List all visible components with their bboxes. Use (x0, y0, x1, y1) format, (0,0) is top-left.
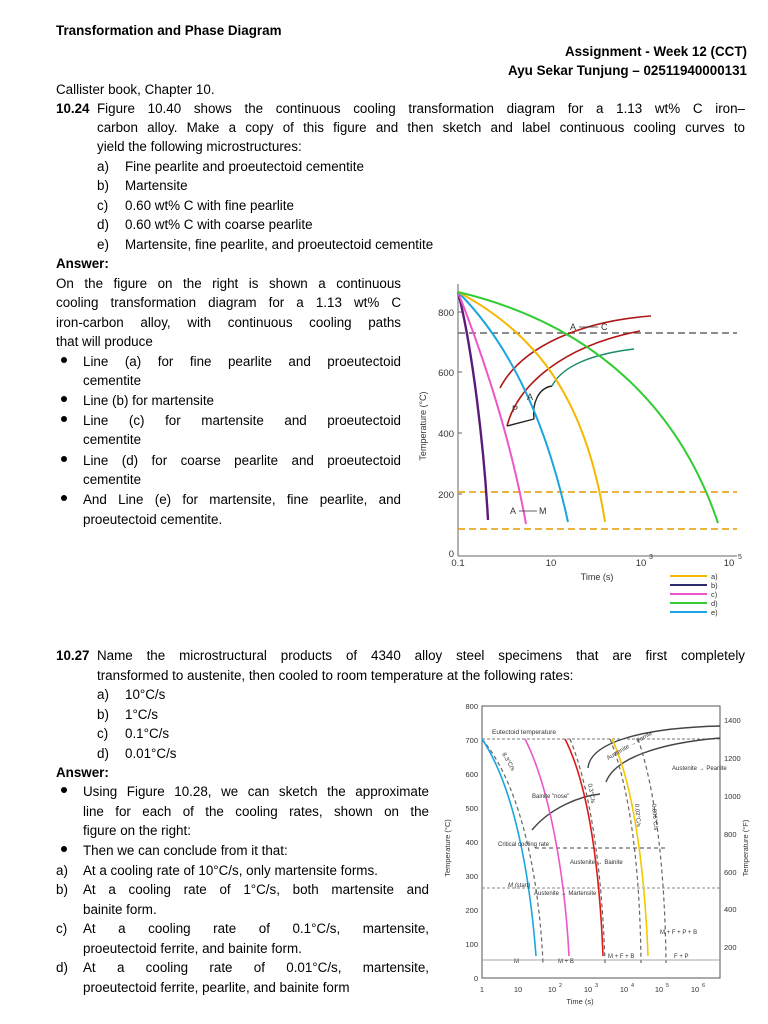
answer-bullet-line: Line (a) for fine pearlite and proeutectoid (83, 354, 401, 369)
question-1024-stem-line: yield the following microstructures: (97, 139, 302, 154)
conclusion-line: bainite form. (83, 902, 157, 917)
question-number-1024: 10.24 (56, 101, 90, 116)
region-label: M + F + P + B (660, 930, 698, 936)
option-text: 0.60 wt% C with coarse pearlite (125, 217, 313, 232)
option-text: Martensite (125, 178, 188, 193)
y-tick-label: 500 (465, 804, 478, 813)
y-tick-label: 400 (438, 429, 454, 440)
answer-bullet-line: Line (c) for martensite and proeutectoid (83, 413, 401, 428)
conclusion-letter: a) (56, 863, 68, 878)
y-tick-label: 600 (438, 368, 454, 379)
label-a-c-target: C (601, 322, 608, 332)
option-text: 0.60 wt% C with fine pearlite (125, 198, 294, 213)
region-label: M + B (558, 959, 574, 965)
x-tick-label: 10 (690, 985, 700, 994)
legend-label: c) (711, 590, 718, 599)
x-tick-exponent: 5 (738, 554, 742, 561)
x-tick-label: 10 (619, 985, 629, 994)
y-tick-label: 200 (438, 490, 454, 501)
region-label: M + F + B (608, 954, 635, 960)
answer-intro-line: iron-carbon alloy, with continuous cooling paths (56, 315, 401, 330)
option-text: Fine pearlite and proeutectoid cementite (125, 159, 364, 174)
answer-bullet-line: proeutectoid cementite. (83, 512, 223, 527)
answer-bullet-line: figure on the right: (83, 823, 191, 838)
x-tick-exponent: 3 (595, 983, 599, 989)
bullet-icon (61, 495, 67, 501)
x-tick-label: 10 (545, 558, 557, 569)
y-axis-label: Temperature (°C) (418, 391, 428, 461)
legend-label: b) (711, 581, 718, 590)
question-1024-stem-line: carbon alloy. Make a copy of this figure and then sketch and label continuous cooling curves to (97, 120, 745, 135)
bainite-nose-label: Bainite "nose" (532, 794, 570, 800)
option-letter: b) (97, 178, 109, 193)
y-right-tick-label: 1000 (724, 792, 741, 801)
label-austenite: A (527, 392, 534, 402)
x-tick-label: 0.1 (451, 558, 465, 569)
label-a-m: A (510, 506, 517, 516)
option-text: 10°C/s (125, 687, 166, 702)
answer-intro-line: cooling transformation diagram for a 1.13 wt% C (56, 295, 401, 310)
y-tick-label: 600 (465, 770, 478, 779)
option-letter: a) (97, 687, 109, 702)
x-axis-label: Time (s) (566, 997, 594, 1006)
conclusion-line: At a cooling rate of 10°C/s, only martensite forms. (83, 863, 378, 878)
region-label: F + P (674, 954, 689, 960)
answer-bullet-line: line for each of the cooling rates, shown on the (83, 804, 429, 819)
y-right-tick-label: 1400 (724, 716, 741, 725)
critical-rate-label: Critical cooling rate (498, 842, 550, 848)
y-right-tick-label: 400 (724, 905, 737, 914)
answer-bullet-line: cementite (83, 472, 142, 487)
m-start-label: M (start) (508, 883, 531, 889)
y-tick-label: 100 (465, 940, 478, 949)
question-1027-stem-line: transformed to austenite, then cooled to room temperature at the following rates: (97, 668, 574, 683)
austenite-ferrite-label: Austenite → Ferrite (606, 730, 654, 762)
option-text: 0.1°C/s (125, 726, 170, 741)
x-tick-label: 10 (723, 558, 735, 569)
y-tick-label: 800 (438, 308, 454, 319)
conclusion-letter: d) (56, 960, 68, 975)
x-tick-exponent: 5 (666, 983, 670, 989)
bullet-icon (61, 787, 67, 793)
conclusion-line: At a cooling rate of 0.1°C/s, martensite, (83, 921, 429, 936)
option-letter: d) (97, 746, 109, 761)
y-right-tick-label: 600 (724, 868, 737, 877)
cct-4340-figure (440, 698, 758, 1006)
rate-label: 0.3°C/s (586, 783, 596, 804)
bullet-icon (61, 456, 67, 462)
question-1024-stem-line: Figure 10.40 shows the continuous cooling transformation diagram for a 1.13 wt% C iron– (97, 101, 745, 116)
x-tick-exponent: 3 (649, 554, 653, 561)
region-label: M (514, 959, 519, 965)
bullet-icon (61, 846, 67, 852)
option-letter: c) (97, 726, 109, 741)
x-tick-exponent: 6 (702, 983, 706, 989)
x-tick-label: 10 (635, 558, 647, 569)
y-tick-label: 300 (465, 872, 478, 881)
assignment-title: Assignment - Week 12 (CCT) (564, 44, 747, 59)
y-tick-label: 400 (465, 838, 478, 847)
answer-bullet-line: Using Figure 10.28, we can sketch the approximate (83, 784, 429, 799)
legend-label: e) (711, 608, 718, 617)
answer-label: Answer: (56, 256, 109, 271)
option-text: 0.01°C/s (125, 746, 177, 761)
answer-bullet-line: cementite (83, 432, 142, 447)
x-tick-exponent: 4 (631, 983, 635, 989)
question-number-1027: 10.27 (56, 648, 90, 663)
answer-bullet-line: And Line (e) for martensite, fine pearlite, and (83, 492, 401, 507)
y-tick-label: 800 (465, 702, 478, 711)
cct-diagram-figure (412, 276, 756, 621)
author-line: Ayu Sekar Tunjung – 02511940000131 (508, 63, 747, 78)
x-tick-label: 10 (513, 985, 523, 994)
austenite-martensite-label: Austenite → Martensite (534, 891, 597, 897)
legend-label: d) (711, 599, 718, 608)
label-a-c: A (570, 322, 577, 332)
legend-label: a) (711, 572, 718, 581)
option-letter: e) (97, 237, 109, 252)
y-right-tick-label: 1200 (724, 754, 741, 763)
conclusion-line: proeutectoid ferrite, pearlite, and bainite form (83, 980, 350, 995)
conclusion-line: proeutectoid ferrite, and bainite form. (83, 941, 302, 956)
rate-label: 0.006°C/s (650, 803, 659, 831)
bullet-icon (61, 416, 67, 422)
option-letter: d) (97, 217, 109, 232)
austenite-pearlite-label: Austenite → Pearlite (672, 766, 727, 772)
reference-line: Callister book, Chapter 10. (56, 82, 215, 97)
bullet-icon (61, 396, 67, 402)
eutectoid-label: Eutectoid temperature (492, 729, 556, 736)
option-text: Martensite, fine pearlite, and proeutectoid cementite (125, 237, 434, 252)
y-right-axis-label: Temperature (°F) (741, 819, 750, 877)
y-tick-label: 700 (465, 736, 478, 745)
answer-bullet-line: cementite (83, 373, 142, 388)
option-letter: c) (97, 198, 109, 213)
x-axis-label: Time (s) (580, 572, 614, 582)
x-tick-label: 10 (583, 985, 593, 994)
answer-bullet-line: Line (b) for martensite (83, 393, 214, 408)
answer-bullet-line: Then we can conclude from it that: (83, 843, 288, 858)
answer-intro-line: that will produce (56, 334, 153, 349)
conclusion-letter: c) (56, 921, 68, 936)
answer-label: Answer: (56, 765, 109, 780)
austenite-bainite-label: Austenite → Bainite (570, 860, 623, 866)
document-title: Transformation and Phase Diagram (56, 23, 282, 38)
x-tick-exponent: 2 (559, 983, 563, 989)
label-pearlite: P (512, 404, 519, 414)
y-tick-label: 0 (448, 549, 454, 560)
bullet-icon (61, 357, 67, 363)
x-tick-label: 10 (547, 985, 557, 994)
x-tick-label: 1 (479, 985, 485, 994)
y-right-tick-label: 800 (724, 830, 737, 839)
label-a-m-target: M (539, 506, 547, 516)
x-tick-label: 10 (654, 985, 664, 994)
y-axis-label: Temperature (°C) (443, 819, 452, 877)
answer-intro-line: On the figure on the right is shown a continuous (56, 276, 401, 291)
y-tick-label: 0 (473, 974, 478, 983)
option-text: 1°C/s (125, 707, 158, 722)
y-right-tick-label: 200 (724, 943, 737, 952)
rate-label: 8.3°C/s (500, 752, 516, 773)
option-letter: b) (97, 707, 109, 722)
y-tick-label: 200 (465, 906, 478, 915)
conclusion-line: At a cooling rate of 0.01°C/s, martensite, (83, 960, 429, 975)
conclusion-line: At a cooling rate of 1°C/s, both martensite and (83, 882, 429, 897)
option-letter: a) (97, 159, 109, 174)
rate-label: 0.02°C/s (633, 803, 641, 828)
answer-bullet-line: Line (d) for coarse pearlite and proeutectoid (83, 453, 401, 468)
question-1027-stem-line: Name the microstructural products of 4340 alloy steel specimens that are first completely (97, 648, 745, 663)
conclusion-letter: b) (56, 882, 68, 897)
